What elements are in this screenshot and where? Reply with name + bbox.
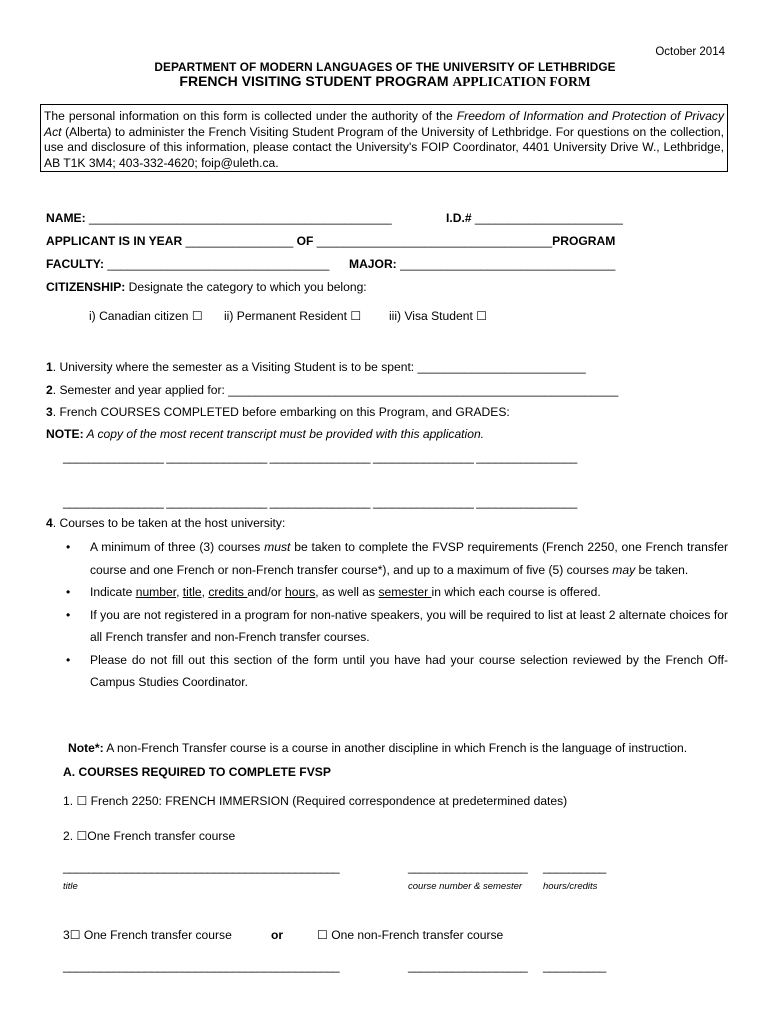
question-4-number: 4	[46, 516, 53, 530]
major-label: MAJOR:	[349, 257, 397, 271]
bullet-2-hours: hours	[285, 585, 316, 599]
question-1-text: . University where the semester as a Visiting Student is to be spent: _________________________	[52, 360, 586, 374]
year-label: APPLICANT IS IN YEAR	[46, 234, 183, 248]
bullet-glyph: •	[66, 652, 71, 667]
bullet-2-text-c: in which each course is offered.	[431, 585, 601, 599]
id-field[interactable]	[446, 211, 623, 225]
or-label: or	[271, 928, 284, 942]
bullet-1-text-b: be taken to complete the FVSP requirements (French 2250, one French transfer course and one French or non-French transfer course*), and up to a maximum of five (5) courses	[90, 540, 728, 577]
id-blank[interactable]: ______________________	[474, 211, 623, 225]
transcript-note	[46, 427, 484, 441]
name-blank[interactable]: _____________________________________________	[89, 211, 392, 225]
question-4	[46, 516, 285, 530]
bullet-2-number: number	[135, 585, 177, 599]
form-title	[0, 73, 770, 90]
transfer-note-label: Note*:	[68, 741, 104, 755]
bullet-glyph: •	[66, 540, 71, 554]
privacy-text-2: (Alberta) to administer the French Visiting Student Program of the University of Lethbridge. For questions on the collection, use and disclosure of this information, please contact the University's FOIP Coordinator, 4401 University Drive W., Lethbridge, AB T1K 3M4; 403-332-4620; foip@uleth.ca.	[44, 124, 724, 170]
bullet-1-must: must	[264, 540, 291, 554]
name-label: NAME:	[46, 211, 86, 225]
bullet-glyph: •	[66, 585, 71, 599]
bullet-1-text-a: A minimum of three (3) courses	[90, 540, 265, 554]
faculty-label: FACULTY:	[46, 257, 104, 271]
faculty-field[interactable]	[46, 257, 329, 271]
question-1[interactable]	[46, 360, 586, 374]
grades-blank-row-1[interactable]: ________________ ________________ ________________ ________________ ________________	[63, 450, 577, 464]
course-number-label: course number & semester	[408, 881, 523, 892]
bullet-1-may: may	[612, 562, 636, 577]
form-date: October 2014	[655, 46, 725, 58]
question-2-number: 2	[46, 383, 53, 397]
course-hours-label: hours/credits	[543, 881, 598, 892]
course-hours-blank-2[interactable]: __________	[543, 959, 606, 973]
course-title-blank[interactable]: ____________________________________________	[63, 860, 340, 874]
form-title-main: FRENCH VISITING STUDENT PROGRAM	[179, 73, 449, 89]
course-instructions-list	[64, 536, 728, 694]
question-2-text: . Semester and year applied for: __________________________________________________________	[52, 383, 619, 397]
bullet-2-text-b: , as well as	[315, 585, 379, 599]
citizenship-option-canadian[interactable]: i) Canadian citizen ☐	[89, 309, 203, 323]
year-blank[interactable]: ________________	[185, 234, 294, 248]
bullet-2-semester: semester	[378, 585, 432, 599]
bullet-2-comma: ,	[176, 585, 183, 599]
required-course-french-2250[interactable]: 1. ☐ French 2250: FRENCH IMMERSION (Required correspondence at predetermined dates)	[63, 794, 568, 808]
non-french-transfer-note	[68, 741, 687, 755]
program-label: PROGRAM	[552, 234, 616, 248]
question-3-number: 3	[46, 405, 53, 419]
bullet-2-andor: and/or	[247, 585, 285, 599]
option-french-transfer-course[interactable]: 3☐ One French transfer course	[63, 928, 232, 942]
list-item	[64, 536, 728, 581]
grades-blank-row-2[interactable]: ________________ ________________ ________________ ________________ ________________	[63, 495, 577, 509]
form-title-tail: APPLICATION FORM	[452, 74, 591, 89]
id-label: I.D.#	[446, 211, 472, 225]
bullet-glyph: •	[66, 607, 71, 622]
name-field[interactable]	[46, 211, 392, 225]
transcript-note-text: A copy of the most recent transcript must be provided with this application.	[83, 427, 485, 441]
department-heading: DEPARTMENT OF MODERN LANGUAGES OF THE UNIVERSITY OF LETHBRIDGE	[154, 60, 616, 74]
of-label: OF	[296, 234, 314, 248]
bullet-2-text-a: Indicate	[90, 585, 136, 599]
question-3	[46, 405, 510, 419]
course-number-blank[interactable]: ___________________	[408, 860, 528, 874]
major-field[interactable]	[349, 257, 615, 271]
question-1-number: 1	[46, 360, 53, 374]
question-4-text: . Courses to be taken at the host university:	[52, 516, 286, 530]
transcript-note-label: NOTE:	[46, 427, 84, 441]
program-blank[interactable]: ___________________________________	[316, 234, 553, 248]
citizenship-option-visa[interactable]: iii) Visa Student ☐	[389, 309, 488, 323]
citizenship-row	[46, 280, 367, 294]
bullet-2-title: title	[182, 585, 202, 599]
course-hours-blank[interactable]: __________	[543, 860, 606, 874]
bullet-2-credits: credits	[208, 585, 248, 599]
faculty-blank[interactable]: _________________________________	[107, 257, 330, 271]
course-title-blank-2[interactable]: ____________________________________________	[63, 959, 340, 973]
citizenship-label: CITIZENSHIP:	[46, 280, 126, 294]
year-program-field[interactable]	[46, 234, 615, 248]
option-non-french-transfer-course[interactable]: ☐ One non-French transfer course	[317, 928, 504, 942]
privacy-notice-box	[40, 104, 728, 172]
bullet-2-comma: ,	[201, 585, 209, 599]
required-french-transfer-course[interactable]: 2. ☐One French transfer course	[63, 829, 236, 843]
section-a-heading: A. COURSES REQUIRED TO COMPLETE FVSP	[63, 765, 331, 779]
bullet-1-text-c: be taken.	[635, 562, 689, 577]
citizenship-instructions: Designate the category to which you belong:	[125, 280, 367, 294]
list-item	[64, 581, 728, 604]
list-item	[64, 649, 728, 694]
transfer-note-text: A non-French Transfer course is a course in another discipline in which French is the language of instruction.	[103, 741, 688, 755]
bullet-4-text: Please do not fill out this section of the form until you have had your course selection reviewed by the French Off-Campus Studies Coordinator.	[90, 652, 728, 689]
list-item	[64, 604, 728, 649]
question-2[interactable]	[46, 383, 618, 397]
privacy-text-1: The personal information on this form is collected under the authority of the	[44, 109, 457, 123]
major-blank[interactable]: ________________________________	[400, 257, 616, 271]
privacy-act-name: Freedom of Information and Protection of Privacy Act	[44, 109, 725, 139]
course-number-blank-2[interactable]: ___________________	[408, 959, 528, 973]
course-title-label: title	[63, 881, 78, 892]
bullet-3-text: If you are not registered in a program for non-native speakers, you will be required to list at least 2 alternate choices for all French transfer and non-French transfer courses.	[90, 607, 728, 644]
citizenship-option-permanent-resident[interactable]: ii) Permanent Resident ☐	[224, 309, 362, 323]
question-3-text: . French COURSES COMPLETED before embarking on this Program, and GRADES:	[52, 405, 510, 419]
